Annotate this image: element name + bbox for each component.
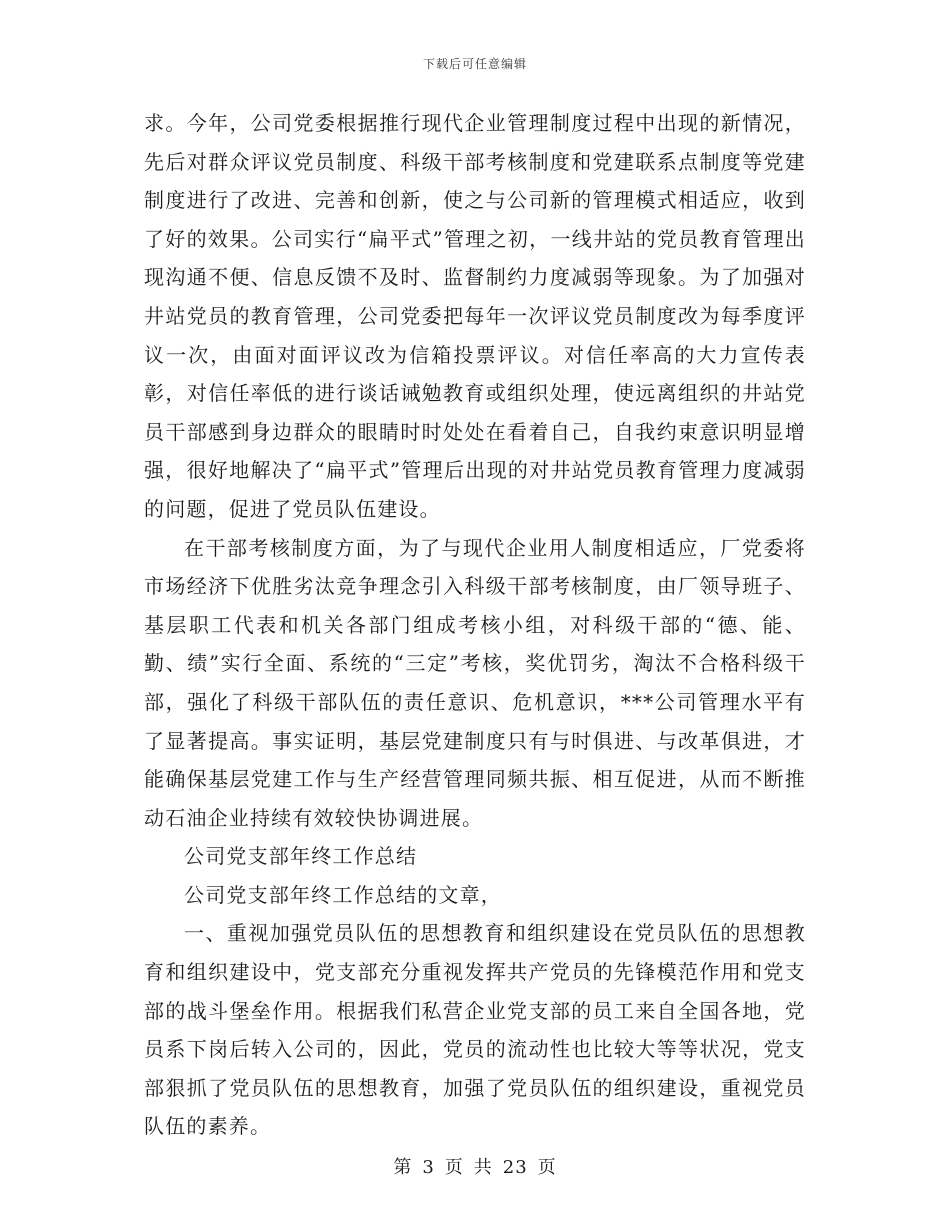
header-note: 下载后可任意编辑 xyxy=(422,57,527,71)
footer-page-word: 页 xyxy=(444,1157,464,1178)
footer-total-word: 共 xyxy=(473,1157,493,1178)
footer-total-pages: 23 xyxy=(502,1157,528,1178)
footer-suffix: 页 xyxy=(537,1157,557,1178)
footer-prefix: 第 xyxy=(393,1157,413,1178)
page-number-footer xyxy=(0,1153,950,1179)
document-body xyxy=(144,104,806,1146)
paragraph-intro: 公司党支部年终工作总结的文章， xyxy=(184,882,502,907)
paragraph-section-one: 一、重视加强党员队伍的思想教育和组织建设在党员队伍的思想教育和组织建设中，党支部充分重视发挥共产党员的先锋模范作用和党支部的战斗堡垒作用。根据我们私营企业党支部的员工来自全国各地，党员系下岗后转入公司的，因此，党员的流动性也比较大等等状况，党支部狠抓了党员队伍的思想教育，加强了党员队伍的组织建设，重视党员队伍的素养。 xyxy=(144,921,806,1139)
paragraph-2: 在干部考核制度方面，为了与现代企业用人制度相适应，厂党委将市场经济下优胜劣汰竞争理念引入科级干部考核制度，由厂领导班子、基层职工代表和机关各部门组成考核小组，对科级干部的“德、能、勤、绩”实行全面、系统的“三定”考核，奖优罚劣，淘汰不合格科级干部，强化了科级干部队伍的责任意识、危机意识，***公司管理水平有了显著提高。事实证明，基层党建制度只有与时俱进、与改革俱进，才能确保基层党建工作与生产经营管理同频共振、相互促进，从而不断推动石油企业持续有效较快协调进展。 xyxy=(144,535,806,830)
section-title: 公司党支部年终工作总结 xyxy=(184,844,418,869)
footer-current-page: 3 xyxy=(422,1157,435,1178)
paragraph-1: 求。今年，公司党委根据推行现代企业管理制度过程中出现的新情况，先后对群众评议党员制度、科级干部考核制度和党建联系点制度等党建制度进行了改进、完善和创新，使之与公司新的管理模式相适应，收到了好的效果。公司实行“扁平式”管理之初，一线井站的党员教育管理出现沟通不便、信息反馈不及时、监督制约力度减弱等现象。为了加强对井站党员的教育管理，公司党委把每年一次评议党员制度改为每季度评议一次，由面对面评议改为信箱投票评议。对信任率高的大力宣传表彰，对信任率低的进行谈话诫勉教育或组织处理，使远离组织的井站党员干部感到身边群众的眼睛时时处处在看着自己，自我约束意识明显增强，很好地解决了“扁平式”管理后出现的对井站党员教育管理力度减弱的问题，促进了党员队伍建设。 xyxy=(144,111,806,521)
